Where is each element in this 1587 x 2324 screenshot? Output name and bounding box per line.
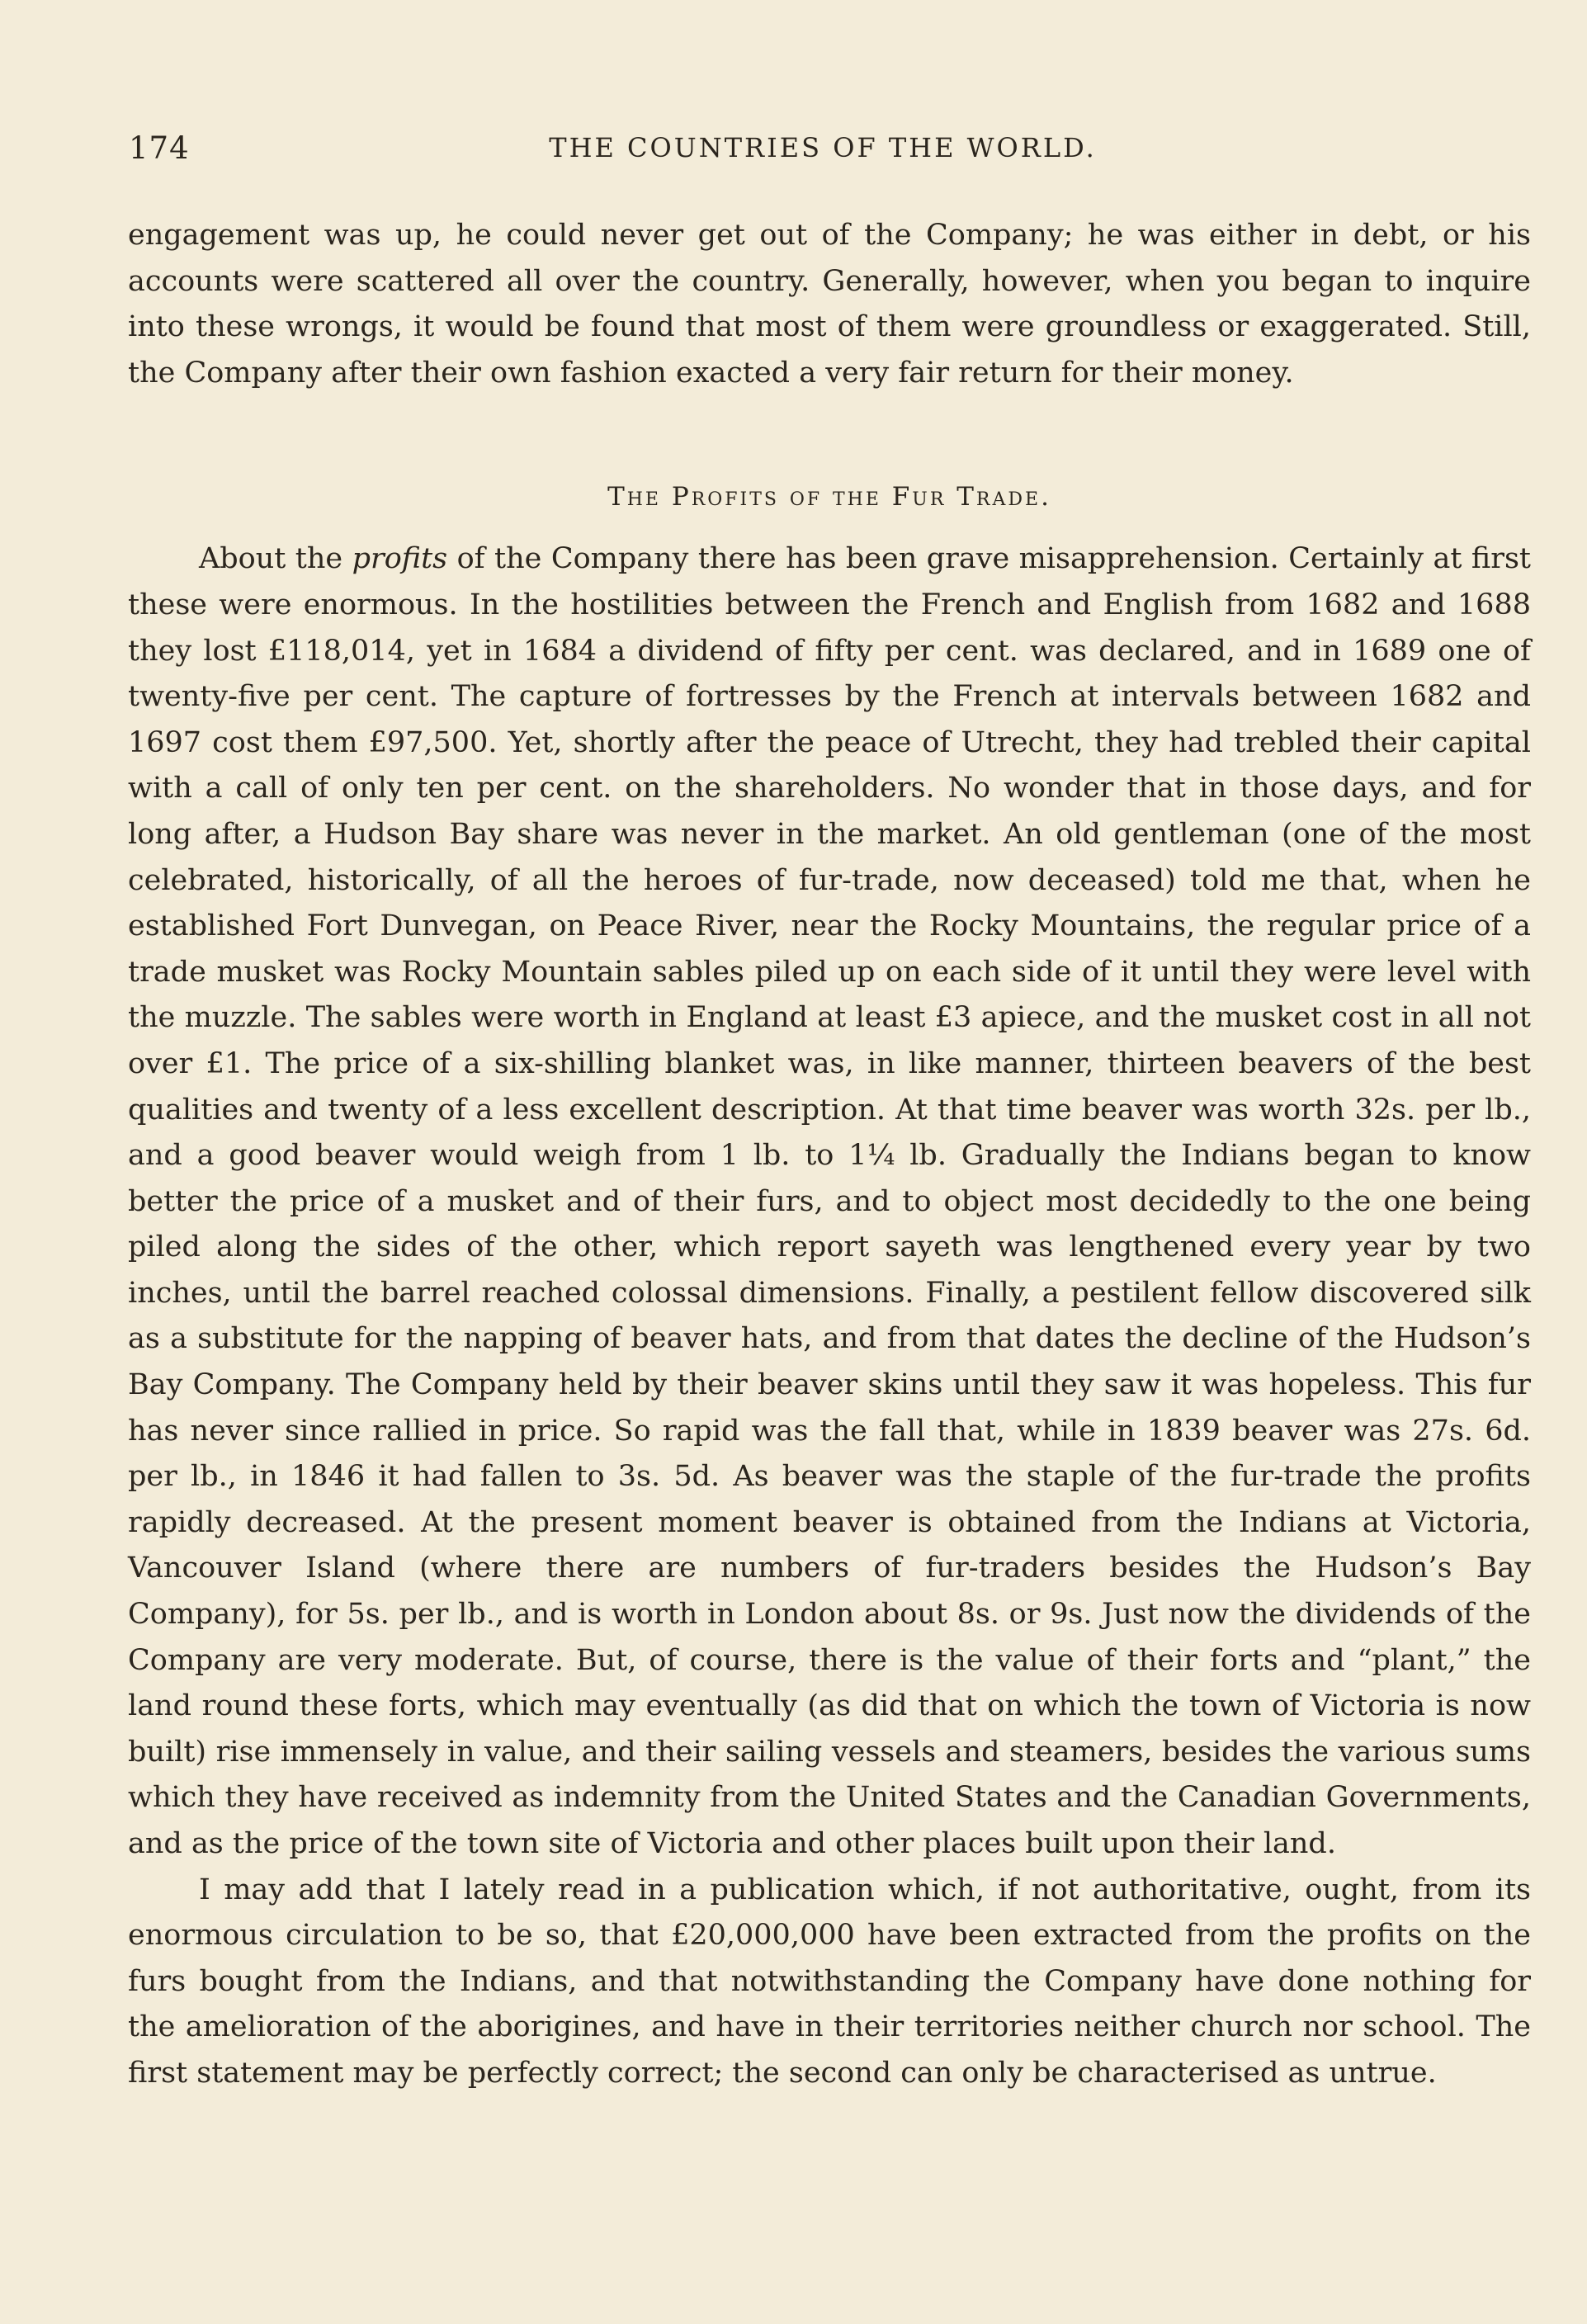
page-number: 174 (129, 130, 190, 166)
section-heading (128, 480, 1531, 513)
emphasis-profits: profits (352, 542, 448, 576)
paragraph-lead: About the (199, 542, 343, 576)
page-header (125, 130, 1520, 177)
section-heading-text: The Profits of the Fur Trade. (607, 482, 1051, 513)
continuation-paragraph: engagement was up, he could never get out of the Company; he was either in debt, or his accounts were scattered all over the country. Generally, however, when you began to inquire into these wrongs, it would be found that most of them were groundless or exaggerated. Still, the Company after their own fashion exacted a very fair return for their money. (128, 219, 1531, 390)
running-title: THE COUNTRIES OF THE WORLD. (549, 132, 1097, 163)
paragraph-closing: I may add that I lately read in a publication which, if not authoritative, ought, from its enormous circulation to be so, that £20,000,000 have been extracted from the profits on the furs bought from the Indians, and that notwithstanding the Company have done nothing for the amelioration of the aborigines, and have in their territories neither church nor school. The first statement may be perfectly correct; the second can only be characterised as untrue. (128, 1873, 1531, 2090)
page-body (128, 213, 1531, 2097)
paragraph-profits (128, 536, 1531, 1867)
paragraph-profits-text: of the Company there has been grave misapprehension. Certainly at first these were enormous. In the hostilities between the French and English from 1682 and 1688 they lost £118,014, yet in 1684 a dividend of fifty per cent. was declared, and in 1689 one of twenty-five per cent. The capture of fortresses by the French at intervals between 1682 and 1697 cost them £97,500. Yet, shortly after the peace of Utrecht, they had trebled their capital with a call of only ten per cent. on the shareholders. No wonder that in those days, and for long after, a Hudson Bay share was never in the market. An old gentleman (one of the most celebrated, historically, of all the heroes of fur-trade, now deceased) told me that, when he established Fort Dunvegan, on Peace River, near the Rocky Mountains, the regular price of a trade musket was Rocky Mountain sables piled up on each side of it until they were level with the muzzle. The sables were worth in England at least £3 apiece, and the musket cost in all not over £1. The price of a six-shilling blanket was, in like manner, thirteen beavers of the best qualities and twenty of a less excellent description. At that time beaver was worth 32s. per lb., and a good beaver would weigh from 1 lb. to 1¼ lb. Gradually the Indians began to know better the price of a musket and of their furs, and to object most decidedly to the one being piled along the sides of the other, which report sayeth was lengthened every year by two inches, until the barrel reached colossal dimensions. Finally, a pestilent fellow discovered silk as a substitute for the napping of beaver hats, and from that dates the decline of the Hudson’s Bay Company. The Company held by their beaver skins until they saw it was hopeless. This fur has never since rallied in price. So rapid was the fall that, while in 1839 beaver was 27s. 6d. per lb., in 1846 it had fallen to 3s. 5d. As beaver was the staple of the fur-trade the profits rapidly decreased. At the present moment beaver is obtained from the Indians at Victoria, Vancouver Island (where there are numbers of fur-traders besides the Hudson’s Bay Company), for 5s. per lb., and is worth in London about 8s. or 9s. Just now the dividends of the Company are very moderate. But, of course, there is the value of their forts and “plant,” the land round these forts, which may eventually (as did that on which the town of Victoria is now built) rise immensely in value, and their sailing vessels and steamers, besides the various sums which they have received as indemnity from the United States and the Canadian Governments, and as the price of the town site of Victoria and other places built upon their land. (128, 542, 1531, 1860)
